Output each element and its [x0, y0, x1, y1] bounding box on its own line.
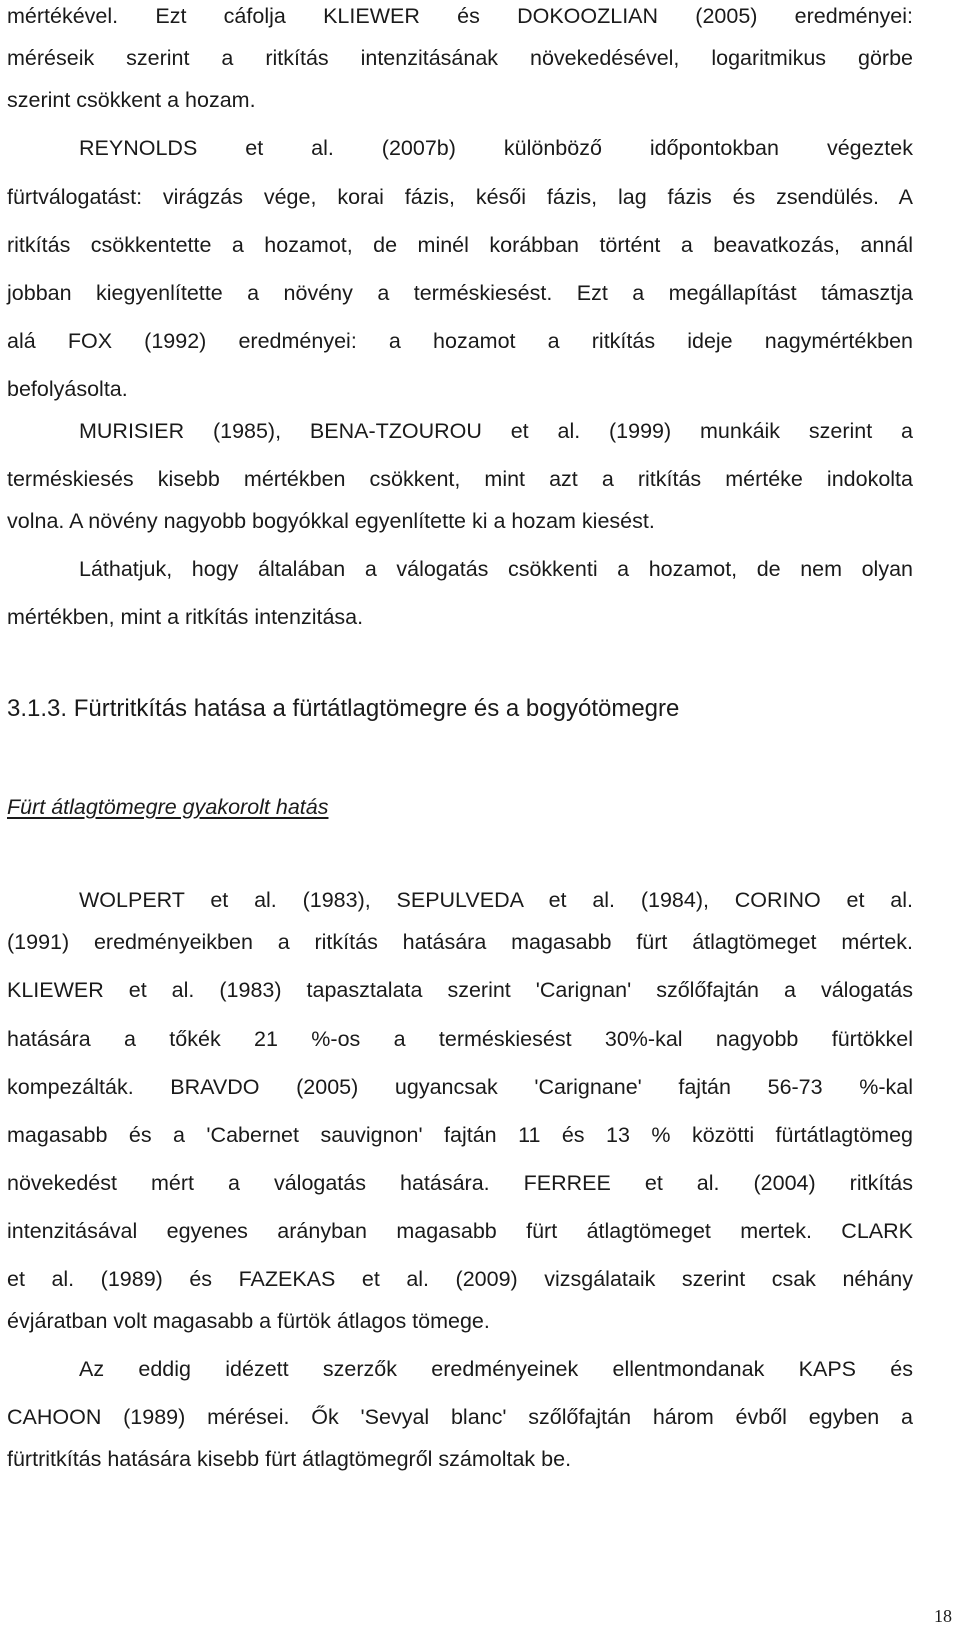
section-heading: 3.1.3. Fürtritkítás hatása a fürtátlagtömegre és a bogyótömegre: [7, 695, 680, 722]
text-line: szerint csökkent a hozam.: [7, 88, 256, 112]
text-line: REYNOLDS et al. (2007b) különböző időpontokban végeztek: [79, 136, 913, 160]
text-line: magasabb és a 'Cabernet sauvignon' fajtán 11 és 13 % közötti fürtátlagtömeg: [7, 1123, 913, 1147]
text-line: (1991) eredményeikben a ritkítás hatására magasabb fürt átlagtömeget mértek.: [7, 930, 913, 954]
text-line: fürtritkítás hatására kisebb fürt átlagtömegről számoltak be.: [7, 1447, 572, 1471]
text-line: WOLPERT et al. (1983), SEPULVEDA et al. (1984), CORINO et al.: [79, 888, 913, 912]
text-line: Láthatjuk, hogy általában a válogatás csökkenti a hozamot, de nem olyan: [79, 557, 913, 581]
text-line: KLIEWER et al. (1983) tapasztalata szerint 'Carignan' szőlőfajtán a válogatás: [7, 978, 913, 1002]
text-line: hatására a tőkék 21 %-os a terméskiesést 30%-kal nagyobb fürtökkel: [7, 1027, 913, 1051]
text-line: méréseik szerint a ritkítás intenzitásának növekedésével, logaritmikus görbe: [7, 46, 913, 70]
text-line: évjáratban volt magasabb a fürtök átlagos tömege.: [7, 1309, 490, 1333]
text-line: fürtválogatást: virágzás vége, korai fázis, késői fázis, lag fázis és zsendülés. A: [7, 185, 913, 209]
text-line: mértékével. Ezt cáfolja KLIEWER és DOKOOZLIAN (2005) eredményei:: [7, 4, 913, 28]
text-line: MURISIER (1985), BENA-TZOUROU et al. (1999) munkáik szerint a: [79, 419, 913, 443]
text-line: kompezálták. BRAVDO (2005) ugyancsak 'Carignane' fajtán 56-73 %-kal: [7, 1075, 913, 1099]
text-line: CAHOON (1989) mérései. Ők 'Sevyal blanc' szőlőfajtán három évből egyben a: [7, 1405, 913, 1429]
text-line: alá FOX (1992) eredményei: a hozamot a ritkítás ideje nagymértékben: [7, 329, 913, 353]
text-line: Az eddig idézett szerzők eredményeinek ellentmondanak KAPS és: [79, 1357, 913, 1381]
text-line: intenzitásával egyenes arányban magasabb fürt átlagtömeget mertek. CLARK: [7, 1219, 913, 1243]
page-number: 18: [934, 1606, 952, 1626]
text-line: ritkítás csökkentette a hozamot, de minél korábban történt a beavatkozás, annál: [7, 233, 913, 257]
text-line: növekedést mért a válogatás hatására. FERREE et al. (2004) ritkítás: [7, 1171, 913, 1195]
subsection-heading: Fürt átlagtömegre gyakorolt hatás: [7, 795, 329, 819]
text-line: et al. (1989) és FAZEKAS et al. (2009) vizsgálataik szerint csak néhány: [7, 1267, 913, 1291]
text-line: terméskiesés kisebb mértékben csökkent, mint azt a ritkítás mértéke indokolta: [7, 467, 913, 491]
text-line: volna. A növény nagyobb bogyókkal egyenlítette ki a hozam kiesést.: [7, 509, 655, 533]
text-line: befolyásolta.: [7, 377, 128, 401]
text-line: jobban kiegyenlítette a növény a terméskiesést. Ezt a megállapítást támasztja: [7, 281, 913, 305]
text-line: mértékben, mint a ritkítás intenzitása.: [7, 605, 364, 629]
